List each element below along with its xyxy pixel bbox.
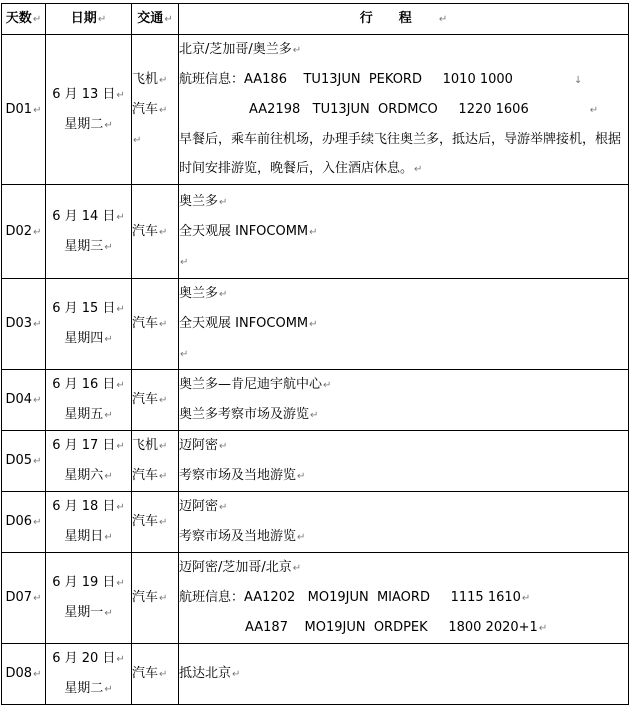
date-line — [46, 644, 131, 674]
date-line — [46, 370, 131, 400]
paragraph-mark-icon: ↵ — [33, 395, 42, 406]
program-text: 考察市场及当地游览 — [179, 468, 297, 483]
program-text: 奥兰多—肯尼迪宇航中心 — [179, 377, 323, 392]
transport-mode: 汽车 — [132, 101, 159, 117]
date-line — [46, 431, 131, 461]
weekday-line — [46, 461, 131, 491]
paragraph-mark-icon: ↵ — [116, 654, 125, 665]
date-label: 6 月 19 日 — [52, 575, 116, 590]
weekday-label: 星期四 — [64, 331, 104, 346]
transport-mode: 汽车 — [132, 468, 159, 483]
date-label: 6 月 18 日 — [52, 499, 116, 514]
transport-mode: 汽车 — [132, 223, 159, 239]
day-cell — [2, 185, 46, 279]
itinerary-row — [2, 185, 629, 279]
paragraph-mark-icon: ↵ — [414, 164, 423, 175]
paragraph-mark-icon: ↵ — [538, 623, 548, 634]
program-text: 全天观展 INFOCOMM — [179, 316, 309, 331]
weekday-label: 星期五 — [64, 407, 104, 422]
itinerary-row — [2, 279, 629, 370]
transport-line — [132, 461, 178, 491]
program-text: 抵达北京 — [179, 666, 232, 681]
date-label: 6 月 14 日 — [52, 208, 116, 224]
line-break-mark-icon: ↓ — [573, 75, 583, 86]
paragraph-mark-icon: ↵ — [104, 608, 113, 619]
paragraph-mark-icon: ↵ — [292, 563, 302, 574]
weekday-label: 星期日 — [64, 529, 104, 544]
transport-cell — [132, 431, 179, 492]
paragraph-mark-icon: ↵ — [159, 104, 168, 116]
transport-mode: 汽车 — [132, 316, 159, 331]
weekday-line — [46, 324, 131, 354]
date-cell — [46, 35, 132, 185]
paragraph-mark-icon: ↵ — [104, 471, 113, 482]
program-text: 航班信息：AA186 TU13JUN PEKORD 1010 1000 — [179, 72, 513, 87]
day-cell — [2, 492, 46, 553]
date-cell — [46, 553, 132, 644]
paragraph-mark-icon: ↵ — [292, 45, 302, 56]
program-line — [179, 400, 628, 430]
weekday-line — [46, 232, 131, 262]
day-label: D03 — [5, 316, 33, 331]
weekday-line — [46, 400, 131, 430]
paragraph-mark-icon: ↵ — [116, 304, 125, 315]
transport-line — [132, 659, 178, 689]
weekday-label: 星期六 — [64, 468, 104, 483]
itinerary-body — [2, 35, 629, 705]
paragraph-mark-icon: ↵ — [310, 410, 319, 421]
date-cell — [46, 492, 132, 553]
date-label: 6 月 13 日 — [52, 86, 116, 102]
program-line — [179, 95, 628, 125]
paragraph-mark-icon: ↵ — [159, 669, 168, 680]
date-cell — [46, 370, 132, 431]
day-cell — [2, 644, 46, 705]
paragraph-mark-icon: ↵ — [33, 456, 42, 467]
program-line — [179, 522, 628, 552]
paragraph-mark-icon: ↵ — [133, 134, 142, 146]
program-line — [179, 553, 628, 583]
paragraph-mark-icon: ↵ — [116, 380, 125, 391]
program-cell — [179, 35, 629, 185]
program-cell — [179, 185, 629, 279]
weekday-label: 星期一 — [64, 605, 104, 620]
transport-cell — [132, 35, 179, 185]
itinerary-row — [2, 431, 629, 492]
program-line — [179, 65, 628, 95]
date-label: 6 月 15 日 — [52, 301, 116, 316]
day-cell — [2, 370, 46, 431]
day-cell — [2, 279, 46, 370]
header-day: 天数↵ — [2, 4, 46, 35]
paragraph-mark-icon: ↵ — [32, 14, 42, 25]
program-text: 考察市场及当地游览 — [179, 529, 297, 544]
paragraph-mark-icon: ↵ — [323, 380, 332, 391]
paragraph-mark-icon: ↵ — [219, 502, 228, 513]
paragraph-mark-icon: ↵ — [219, 196, 228, 208]
paragraph-mark-icon: ↵ — [97, 14, 107, 25]
date-label: 6 月 17 日 — [52, 438, 116, 453]
transport-cell — [132, 279, 179, 370]
program-line — [179, 217, 628, 247]
weekday-line — [46, 110, 131, 140]
program-line — [179, 613, 628, 643]
day-label: D08 — [5, 666, 33, 681]
transport-cell — [132, 370, 179, 431]
program-line — [179, 309, 628, 339]
date-cell — [46, 431, 132, 492]
paragraph-mark-icon: ↵ — [159, 593, 168, 604]
paragraph-mark-icon: ↵ — [159, 517, 168, 528]
paragraph-mark-icon: ↵ — [159, 74, 168, 86]
paragraph-mark-icon: ↵ — [297, 532, 306, 543]
program-text: 奥兰多 — [179, 286, 219, 301]
transport-line — [132, 95, 178, 125]
day-label: D06 — [5, 514, 33, 529]
header-transport: 交通↵ — [132, 4, 179, 35]
program-line — [179, 279, 628, 309]
paragraph-mark-icon: ↵ — [521, 593, 531, 604]
date-cell — [46, 644, 132, 705]
program-text: 早餐后，乘车前往机场，办理手续飞往奥兰多，抵达后，导游举牌接机，根据时间安排游览，晚餐后，入住酒店休息。 — [179, 132, 622, 176]
transport-cell — [132, 553, 179, 644]
program-line — [179, 125, 628, 184]
paragraph-mark-icon: ↵ — [159, 319, 168, 330]
header-date: 日期↵ — [46, 4, 132, 35]
paragraph-mark-icon: ↵ — [116, 441, 125, 452]
day-label: D07 — [5, 590, 33, 605]
day-label: D02 — [5, 223, 33, 239]
paragraph-mark-icon: ↵ — [104, 410, 113, 421]
itinerary-row — [2, 370, 629, 431]
paragraph-mark-icon: ↵ — [116, 502, 125, 513]
day-cell — [2, 553, 46, 644]
paragraph-mark-icon: ↵ — [104, 334, 113, 345]
program-text: 奥兰多 — [179, 193, 219, 209]
paragraph-mark-icon: ↵ — [309, 226, 318, 238]
paragraph-mark-icon: ↵ — [180, 349, 189, 360]
date-cell — [46, 279, 132, 370]
program-cell — [179, 644, 629, 705]
paragraph-mark-icon: ↵ — [159, 471, 168, 482]
transport-mode: 飞机 — [132, 438, 159, 453]
date-line — [46, 568, 131, 598]
paragraph-mark-icon: ↵ — [33, 319, 42, 330]
paragraph-mark-icon: ↵ — [438, 14, 448, 25]
transport-line — [132, 309, 178, 339]
paragraph-mark-icon: ↵ — [33, 104, 42, 116]
itinerary-row — [2, 492, 629, 553]
date-label: 6 月 16 日 — [52, 377, 116, 392]
weekday-label: 星期三 — [64, 238, 104, 254]
itinerary-table — [1, 3, 629, 705]
program-line — [179, 583, 628, 613]
program-line — [179, 370, 628, 400]
paragraph-mark-icon: ↵ — [232, 669, 241, 680]
transport-cell — [132, 492, 179, 553]
weekday-line — [46, 674, 131, 704]
weekday-line — [46, 598, 131, 628]
program-text: AA2198 TU13JUN ORDMCO 1220 1606 — [249, 102, 529, 117]
program-cell — [179, 370, 629, 431]
transport-line — [132, 507, 178, 537]
program-text: 迈阿密 — [179, 499, 219, 514]
program-text: 奥兰多考察市场及游览 — [179, 407, 310, 422]
weekday-line — [46, 522, 131, 552]
day-label: D05 — [5, 453, 33, 468]
paragraph-mark-icon: ↵ — [33, 517, 42, 528]
transport-mode: 飞机 — [132, 71, 159, 87]
program-text: 迈阿密/芝加哥/北京 — [179, 560, 292, 575]
program-text: 航班信息：AA1202 MO19JUN MIAORD 1115 1610 — [179, 590, 521, 605]
paragraph-mark-icon: ↵ — [116, 89, 125, 101]
program-text: AA187 MO19JUN ORDPEK 1800 2020+1 — [245, 620, 538, 635]
paragraph-mark-icon: ↵ — [159, 441, 168, 452]
program-cell — [179, 279, 629, 370]
transport-mode: 汽车 — [132, 590, 159, 605]
program-line — [179, 187, 628, 217]
transport-mode: 汽车 — [132, 514, 159, 529]
program-line — [179, 431, 628, 461]
itinerary-row — [2, 553, 629, 644]
transport-line — [132, 431, 178, 461]
program-text: 北京/芝加哥/奥兰多 — [179, 42, 292, 57]
paragraph-mark-icon: ↵ — [104, 684, 113, 695]
paragraph-mark-icon: ↵ — [164, 14, 173, 25]
program-line — [179, 461, 628, 491]
paragraph-mark-icon: ↵ — [104, 532, 113, 543]
header-program: 行程↵ — [179, 4, 629, 35]
transport-mode: 汽车 — [132, 392, 159, 407]
transport-mode: 汽车 — [132, 666, 159, 681]
weekday-label: 星期二 — [64, 116, 104, 132]
itinerary-row — [2, 35, 629, 185]
date-line — [46, 80, 131, 110]
paragraph-mark-icon: ↵ — [104, 119, 113, 131]
paragraph-mark-icon: ↵ — [33, 593, 42, 604]
transport-line — [132, 65, 178, 95]
program-cell — [179, 431, 629, 492]
date-line — [46, 294, 131, 324]
transport-line — [132, 583, 178, 613]
paragraph-mark-icon: ↵ — [309, 319, 318, 330]
itinerary-row — [2, 644, 629, 705]
paragraph-mark-icon: ↵ — [297, 471, 306, 482]
date-label: 6 月 20 日 — [52, 651, 116, 666]
paragraph-mark-icon: ↵ — [104, 241, 113, 253]
transport-line — [132, 125, 178, 155]
paragraph-mark-icon: ↵ — [180, 256, 189, 268]
transport-cell — [132, 185, 179, 279]
program-line — [179, 35, 628, 65]
header-row — [2, 4, 629, 35]
day-cell — [2, 35, 46, 185]
day-label: D04 — [5, 392, 33, 407]
paragraph-mark-icon: ↵ — [219, 289, 228, 300]
transport-cell — [132, 644, 179, 705]
paragraph-mark-icon: ↵ — [589, 105, 599, 116]
date-cell — [46, 185, 132, 279]
day-cell — [2, 431, 46, 492]
program-cell — [179, 553, 629, 644]
program-line — [179, 339, 628, 369]
weekday-label: 星期二 — [64, 681, 104, 696]
transport-line — [132, 217, 178, 247]
program-line — [179, 492, 628, 522]
paragraph-mark-icon: ↵ — [159, 226, 168, 238]
paragraph-mark-icon: ↵ — [219, 441, 228, 452]
program-line — [179, 659, 628, 689]
date-line — [46, 492, 131, 522]
transport-line — [132, 385, 178, 415]
paragraph-mark-icon: ↵ — [33, 669, 42, 680]
program-line — [179, 247, 628, 277]
program-text: 迈阿密 — [179, 438, 219, 453]
day-label: D01 — [5, 101, 33, 117]
date-line — [46, 202, 131, 232]
program-text: 全天观展 INFOCOMM — [179, 223, 309, 239]
paragraph-mark-icon: ↵ — [159, 395, 168, 406]
program-cell — [179, 492, 629, 553]
paragraph-mark-icon: ↵ — [116, 211, 125, 223]
paragraph-mark-icon: ↵ — [116, 578, 125, 589]
paragraph-mark-icon: ↵ — [33, 226, 42, 238]
